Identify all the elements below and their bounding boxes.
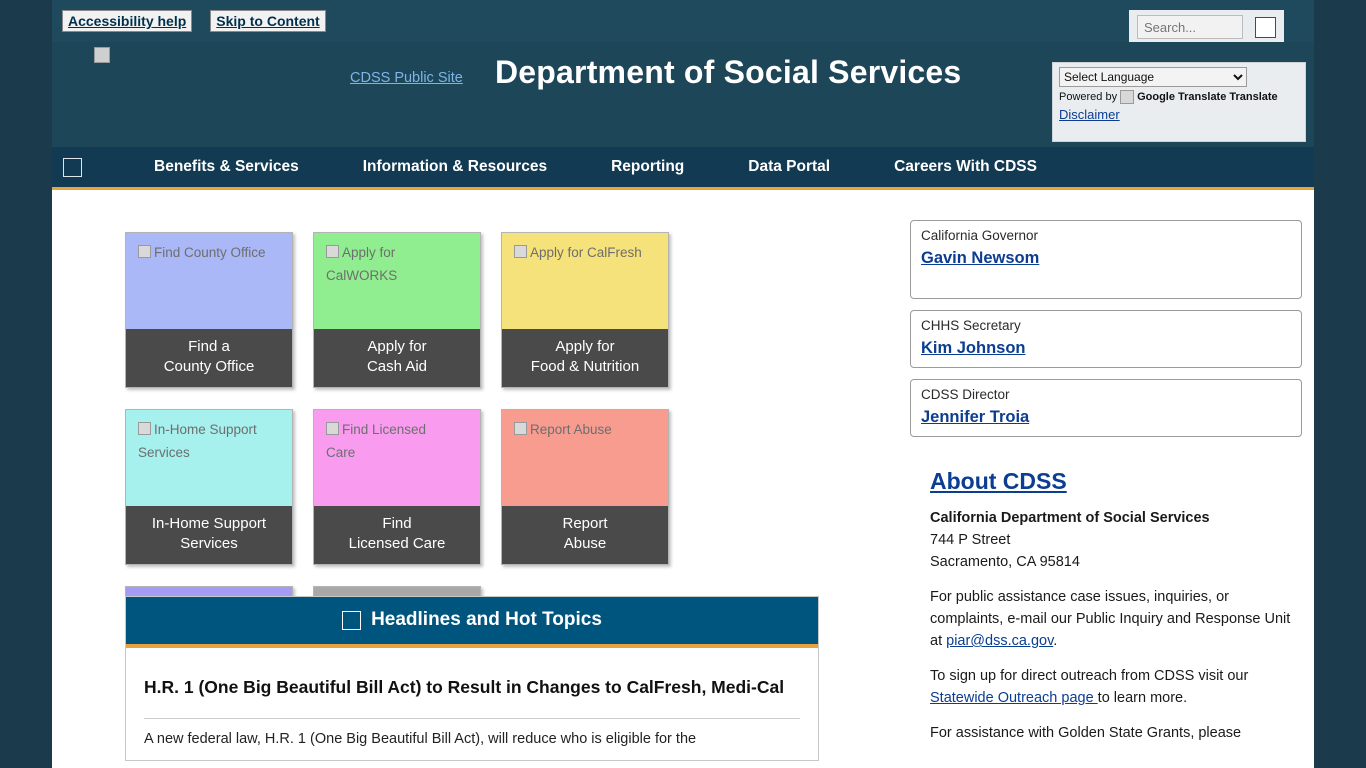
tile-image — [126, 410, 292, 506]
tile-image-alt: Find County Office — [138, 241, 266, 264]
cdss-public-site-link[interactable]: CDSS Public Site — [350, 70, 463, 86]
right-rail — [910, 220, 1302, 744]
nav-item-data-portal[interactable]: Data Portal — [748, 158, 831, 175]
official-role: CHHS Secretary — [921, 318, 1021, 333]
broken-image-icon — [326, 422, 339, 435]
tile-find-licensed-care[interactable] — [313, 409, 481, 565]
tile-label-line2: Licensed Care — [348, 535, 446, 552]
broken-image-icon — [514, 422, 527, 435]
page-title: Department of Social Services — [495, 54, 962, 90]
broken-image-icon — [138, 422, 151, 435]
nav-item-information-resources[interactable]: Information & Resources — [362, 158, 548, 175]
tile-in-home-support-services[interactable] — [125, 409, 293, 565]
tile-label — [502, 506, 668, 564]
tile-label-line1: Apply for — [555, 338, 615, 355]
accessibility-bar — [52, 0, 1314, 42]
about-cdss-heading[interactable]: About CDSS — [930, 468, 1067, 494]
headlines-panel-header — [126, 597, 818, 648]
megaphone-icon — [342, 611, 361, 630]
language-select[interactable] — [1059, 67, 1247, 87]
about-street: 744 P Street — [930, 532, 1011, 548]
tile-label-line1: Find — [382, 515, 412, 532]
tile-label — [126, 329, 292, 387]
headlines-body — [126, 648, 818, 760]
about-cdss-body — [930, 507, 1302, 744]
official-name-link[interactable]: Gavin Newsom — [921, 249, 1040, 267]
tile-label-line2: Services — [180, 535, 238, 552]
tile-report-abuse[interactable] — [501, 409, 669, 565]
page-gutter-right — [1314, 0, 1366, 768]
tile-label — [502, 329, 668, 387]
nav-item-careers-with-cdss[interactable]: Careers With CDSS — [894, 158, 1037, 175]
statewide-outreach-link[interactable]: Statewide Outreach page — [930, 690, 1098, 706]
official-name-link[interactable]: Kim Johnson — [921, 339, 1026, 357]
about-paragraph-inquiries — [930, 586, 1302, 652]
search-area — [1129, 10, 1284, 44]
tile-image — [314, 233, 480, 329]
official-role: CDSS Director — [921, 387, 1010, 402]
tile-image — [502, 410, 668, 506]
main-content — [52, 190, 1314, 768]
about-paragraph-grants: For assistance with Golden State Grants, please — [930, 725, 1242, 741]
search-icon[interactable] — [1255, 17, 1276, 38]
tile-label — [314, 329, 480, 387]
tile-apply-for-cash-aid[interactable] — [313, 232, 481, 388]
headlines-panel-title: Headlines and Hot Topics — [371, 609, 602, 630]
nav-item-benefits-services[interactable]: Benefits & Services — [154, 158, 299, 175]
piar-email-link[interactable]: piar@dss.ca.gov — [946, 633, 1054, 649]
about-p2-before: To sign up for direct outreach from CDSS visit our — [930, 668, 1249, 684]
about-p1-before: For public assistance case issues, inquiries, or complaints, e-mail our Public Inquiry and Response Unit at — [930, 589, 1291, 649]
tile-image — [314, 410, 480, 506]
cdss-logo-icon — [94, 47, 110, 63]
tile-label-line1: Apply for — [367, 338, 427, 355]
tile-label — [126, 506, 292, 564]
nav-items — [122, 158, 1069, 176]
tile-label-line2: Food & Nutrition — [530, 358, 640, 375]
skip-to-content-link[interactable]: Skip to Content — [210, 10, 325, 32]
tile-label-line1: Find a — [188, 338, 230, 355]
tile-label-line1: In-Home Support — [151, 515, 267, 532]
tile-image-alt: Report Abuse — [514, 418, 612, 441]
tile-label-line2: Cash Aid — [366, 358, 428, 375]
google-translate-icon — [1120, 90, 1134, 104]
nav-item-reporting[interactable]: Reporting — [611, 158, 685, 175]
powered-by-label: Powered by — [1059, 91, 1118, 103]
official-name-link[interactable]: Jennifer Troia — [921, 408, 1030, 426]
tile-image — [502, 233, 668, 329]
google-translate-widget — [1052, 62, 1306, 142]
search-input[interactable] — [1137, 15, 1243, 39]
headline-article-text: A new federal law, H.R. 1 (One Big Beautiful Bill Act), will reduce who is eligible for the — [144, 731, 697, 747]
official-card-chhs-secretary — [910, 310, 1302, 368]
tile-label-line1: Report — [562, 515, 608, 532]
headline-divider — [144, 718, 800, 719]
main-navigation — [52, 147, 1314, 190]
about-p2-after: to learn more. — [1097, 690, 1188, 706]
disclaimer-link[interactable]: Disclaimer — [1059, 107, 1120, 122]
tile-image-alt: Apply for CalWORKS — [326, 245, 398, 283]
about-paragraph-outreach — [930, 665, 1302, 709]
about-city: Sacramento, CA 95814 — [930, 554, 1080, 570]
about-org-name: California Department of Social Services — [930, 510, 1210, 526]
google-translate-label: Google Translate — [1137, 91, 1227, 103]
tile-image-alt: In-Home Support Services — [138, 422, 257, 460]
headlines-panel — [125, 596, 819, 761]
broken-image-icon — [138, 245, 151, 258]
headline-article-title[interactable]: H.R. 1 (One Big Beautiful Bill Act) to Result in Changes to CalFresh, Medi-Cal — [144, 677, 785, 697]
official-card-cdss-director — [910, 379, 1302, 437]
skip-links — [62, 10, 326, 32]
hamburger-icon[interactable] — [63, 158, 82, 177]
tile-label-line2: Abuse — [563, 535, 607, 552]
about-p1-after: . — [1053, 633, 1058, 649]
translate-word: Translate — [1229, 91, 1278, 103]
tile-label-line2: County Office — [163, 358, 255, 375]
powered-by-row — [1059, 90, 1299, 104]
masthead — [52, 42, 1314, 147]
accessibility-help-link[interactable]: Accessibility help — [62, 10, 192, 32]
broken-image-icon — [326, 245, 339, 258]
tile-find-county-office[interactable] — [125, 232, 293, 388]
tile-apply-for-food-nutrition[interactable] — [501, 232, 669, 388]
tile-label — [314, 506, 480, 564]
broken-image-icon — [514, 245, 527, 258]
tile-image — [126, 233, 292, 329]
official-card-governor — [910, 220, 1302, 299]
page-gutter-left — [0, 0, 52, 768]
official-role: California Governor — [921, 228, 1039, 243]
tile-image-alt: Apply for CalFresh — [514, 241, 642, 264]
tile-image-alt: Find Licensed Care — [326, 422, 427, 460]
